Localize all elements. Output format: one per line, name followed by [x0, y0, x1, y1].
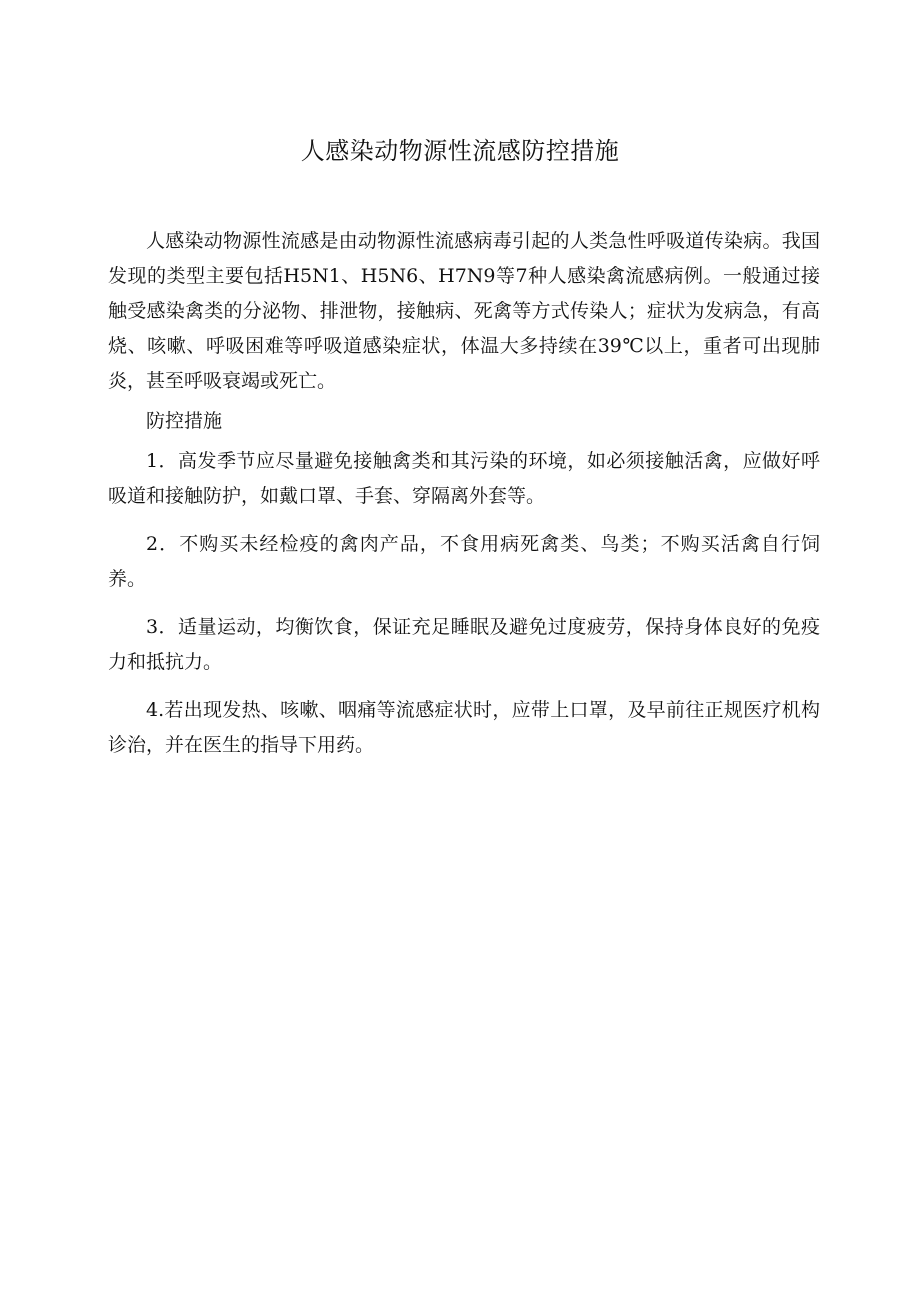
measure-item-4: 4.若出现发热、咳嗽、咽痛等流感症状时，应带上口罩，及早前往正规医疗机构诊治，并在医生的指导下用药。 — [108, 699, 820, 756]
intro-paragraph: 人感染动物源性流感是由动物源性流感病毒引起的人类急性呼吸道传染病。我国发现的类型主要包括H5N1、H5N6、H7N9等7种人感染禽流感病例。一般通过接触受感染禽类的分泌物、排泄物，接触病、死禽等方式传染人；症状为发病急，有高烧、咳嗽、呼吸困难等呼吸道感染症状，体温大多持续在39℃以上，重者可出现肺炎，甚至呼吸衰竭或死亡。 — [108, 230, 820, 392]
measure-item-1: 1．高发季节应尽量避免接触禽类和其污染的环境，如必须接触活禽，应做好呼吸道和接触防护，如戴口罩、手套、穿隔离外套等。 — [108, 450, 820, 507]
section-heading: 防控措施 — [146, 410, 223, 432]
measure-item-3: 3．适量运动，均衡饮食，保证充足睡眠及避免过度疲劳，保持身体良好的免疫力和抵抗力。 — [108, 616, 820, 673]
document-body — [108, 224, 820, 776]
measure-item-2: 2．不购买未经检疫的禽肉产品，不食用病死禽类、鸟类；不购买活禽自行饲养。 — [108, 533, 820, 590]
document-title: 人感染动物源性流感防控措施 — [300, 137, 620, 165]
